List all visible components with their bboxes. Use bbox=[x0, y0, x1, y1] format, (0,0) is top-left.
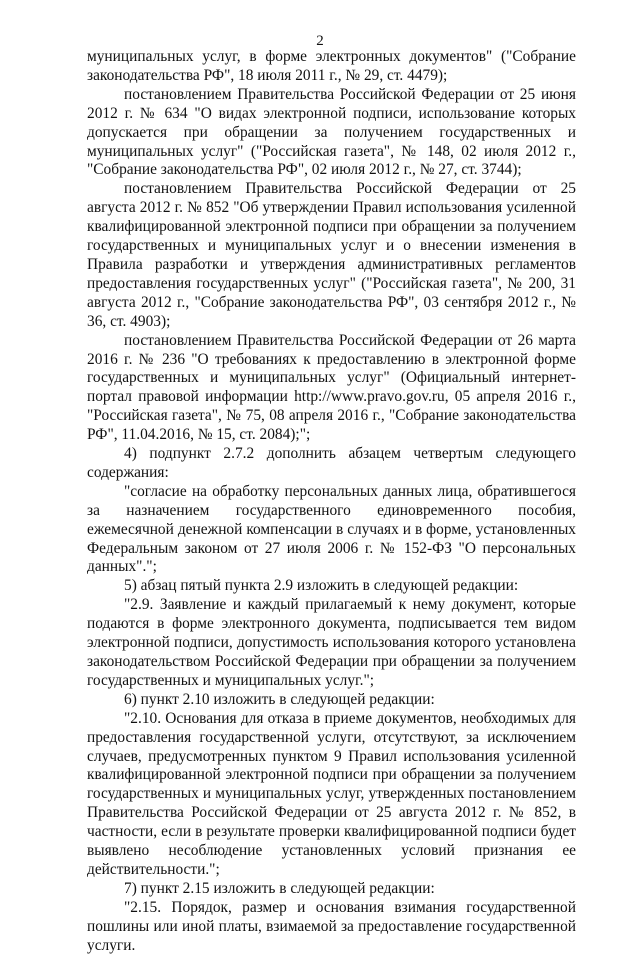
paragraph-3: постановлением Правительства Российской Федерации от 25 августа 2012 г. № 852 "Об утверждении Правил использования усиленной квалифицированной электронной подписи при обращении за получением государственных и муниципальных услуг и о внесении изменения в Правила разработки и утверждения административных регламентов предоставления государственных услуг" ("Российская газета", № 200, 31 августа 2012 г., "Собрание законодательства РФ", 03 сентября 2012 г., № 36, ст. 4903); bbox=[87, 180, 576, 330]
paragraph-10: "2.10. Основания для отказа в приеме документов, необходимых для предоставления государственной услуги, отсутствуют, за исключением случаев, предусмотренных пунктом 9 Правил использования усиленной квалифицированной электронной подписи при обращении за получением государственных и муниципальных услуг, утвержденных постановлением Правительства Российской Федерации от 25 августа 2012 г. № 852, в частности, если в результате проверки квалифицированной подписи будет выявлено несоблюдение установленных условий признания ее действительности."; bbox=[87, 709, 576, 878]
paragraph-7: 5) абзац пятый пункта 2.9 изложить в следующей редакции: bbox=[124, 577, 519, 595]
document-body bbox=[87, 48, 576, 956]
paragraph-11: 7) пункт 2.15 изложить в следующей редакции: bbox=[124, 879, 435, 897]
paragraph-8: "2.9. Заявление и каждый прилагаемый к нему документ, которые подаются в форме электронного документа, подписывается тем видом электронной подписи, допустимость использования которого установлена законодательством Российской Федерации при обращении за получением государственных и муниципальных услуг."; bbox=[87, 596, 576, 689]
paragraph-1: муниципальных услуг, в форме электронных документов" ("Собрание законодательства РФ", 18 июля 2011 г., № 29, ст. 4479); bbox=[87, 48, 576, 84]
paragraph-9: 6) пункт 2.10 изложить в следующей редакции: bbox=[124, 690, 435, 708]
page-number: 2 bbox=[316, 33, 324, 49]
paragraph-6: "согласие на обработку персональных данных лица, обратившегося за назначением государственного единовременного пособия, ежемесячной денежной компенсации в случаях и в форме, установленных Федеральным законом от 27 июля 2006 г. № 152-ФЗ "О персональных данных"."; bbox=[87, 482, 576, 576]
paragraph-12: "2.15. Порядок, размер и основания взимания государственной пошлины или иной платы, взимаемой за предоставление государственной услуги. bbox=[87, 898, 576, 954]
paragraph-4: постановлением Правительства Российской Федерации от 26 марта 2016 г. № 236 "О требованиях к предоставлению в электронной форме государственных и муниципальных услуг" (Официальный интернет-портал правовой информации http://www.pravo.gov.ru, 05 апреля 2016 г., "Российская газета", № 75, 08 апреля 2016 г., "Собрание законодательства РФ", 11.04.2016, № 15, ст. 2084);"; bbox=[87, 331, 576, 444]
paragraph-2: постановлением Правительства Российской Федерации от 25 июня 2012 г. № 634 "О видах электронной подписи, использование которых допускается при обращении за получением государственных и муниципальных услуг" ("Российская газета", № 148, 02 июля 2012 г., "Собрание законодательства РФ", 02 июля 2012 г., № 27, ст. 3744); bbox=[87, 85, 576, 179]
paragraph-5: 4) подпункт 2.7.2 дополнить абзацем четвертым следующего содержания: bbox=[87, 445, 576, 481]
